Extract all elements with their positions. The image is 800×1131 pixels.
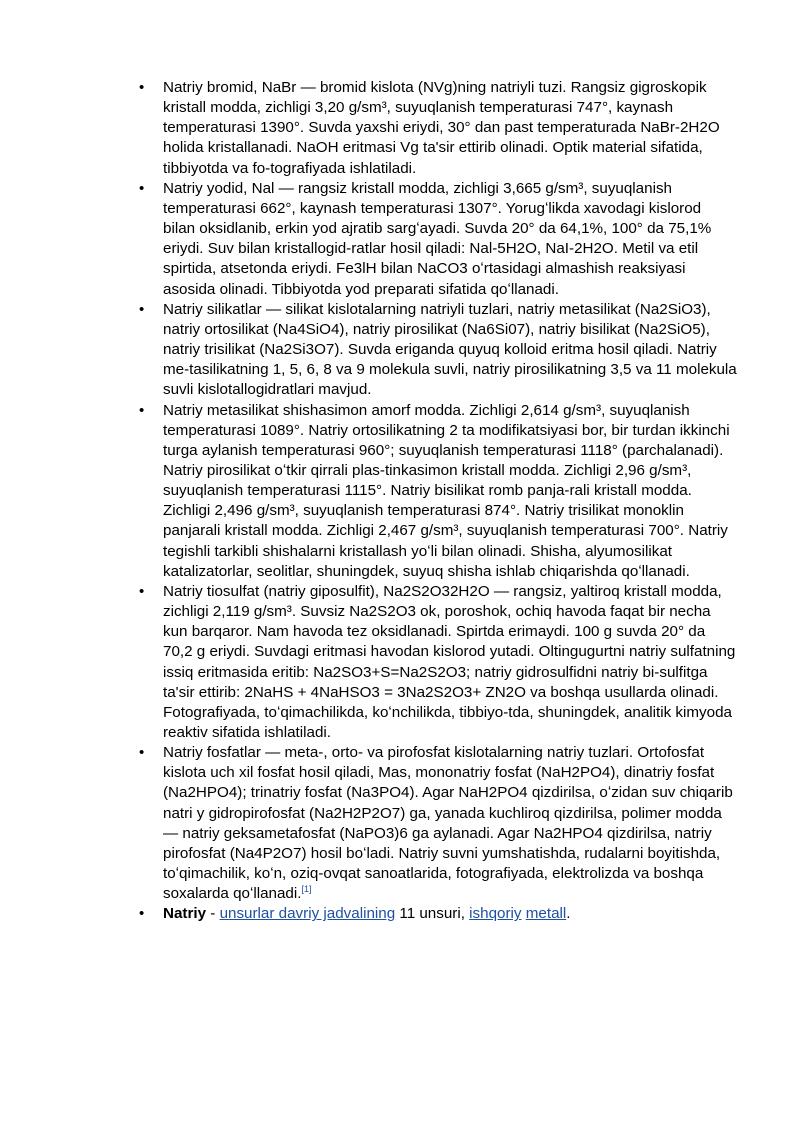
- bullet-marker: •: [139, 79, 145, 96]
- list-item-text: Natriy yodid, Nal — rangsiz kristall modda, zichligi 3,665 g/sm³, suyuqlanish temperaturasi 662°, kaynash temperaturasi 1307°. Yorugʻlikda xavodagi kislorod bilan oksidlanib, erkin yod ajratib sargʻayadi. Suvda 20° da 64,1%, 100° da 75,1% eriydi. Suv bilan kristallogid-ratlar hosil qiladi: Nal-5H2O, NaI-2H2O. Metil va etil spirtida, atsetonda eriydi. Fe3lH bilan NaCO3 oʻrtasidagi almashish reaksiyasi asosida olinadi. Tibbiyotda yod preparati sifatida qoʻllanadi.: [163, 179, 712, 298]
- bullet-marker: •: [139, 582, 145, 600]
- reference-marker: [301, 884, 311, 894]
- reference-link[interactable]: [1]: [301, 884, 312, 895]
- bullet-marker: •: [139, 300, 145, 318]
- bullet-marker: •: [139, 401, 145, 419]
- bullet-marker: •: [139, 744, 145, 762]
- end-text: .: [566, 905, 571, 923]
- alkali-link[interactable]: ishqoriy: [469, 905, 522, 923]
- list-item-text: Natriy tiosulfat (natriy giposulfit), Na2S2O32H2O — rangsiz, yaltiroq kristall modda, zichligi 2,119 g/sm³. Suvsiz Na2S2O3 ok, poroshok, ochiq havoda faqat bir necha kun barqaror. Nam havoda tez oksidlanadi. Spirtda erimaydi. 100 g suvda 20° da 70,2 g eriydi. Suvdagi eritmasi havodan kislorod yutadi. Oltingugurtni natriy sulfatning issiq eritmasida eritib: Na2SO3+S=Na2S2O3; natriy gidrosulfidni natriy bi-sulfitga ta'sir ettirib: 2NaHS + 4NaHSO3 = 3Na2S2O3+ ZN2O va boshqa usullarda olinadi. Fotografiyada, toʻqimachilikda, koʻnchilikda, tibbiyo-tda, shuningdek, analitik kimyoda reaktiv sifatida ishlatiladi.: [163, 582, 736, 741]
- separator-text: -: [206, 905, 220, 923]
- list-item-text: Natriy fosfatlar — meta-, orto- va pirofosfat kislotalarning natriy tuzlari. Ortofosfat kislota uch xil fosfat hosil qiladi, Mas, mononatriy fosfat (NaH2PO4), dinatriy fosfat (Na2HPO4); trinatriy fosfat (Na3PO4). Agar NaH2PO4 qizdirilsa, oʻzidan suv chiqarib natri y gidropirofosfat (Na2H2P2O7) ga, yanada kuchliroq qizdirilsa, polimer modda — natriy geksametafosfat (NaPO3)6 ga aylanadi. Agar Na2HPO4 qizdirilsa, natriy pirofosfat (Na4P2O7) hosil boʻladi. Natriy suvni yumshatishda, rudalarni boyitishda, toʻqimachilik, koʻn, oziq-ovqat sanoatlarida, fotografiyada, elektrolizda va boshqa soxalarda qoʻllanadi.: [163, 744, 733, 903]
- bullet-marker: •: [139, 179, 145, 197]
- list-item: [137, 300, 737, 401]
- list-item: [137, 401, 737, 582]
- periodic-table-link[interactable]: unsurlar davriy jadvalining: [219, 905, 396, 923]
- list-item-text: Natriy metasilikat shishasimon amorf modda. Zichligi 2,614 g/sm³, suyuqlanish temperaturasi 1089°. Natriy ortosilikatning 2 ta modifikatsiyasi bor, bir turdan ikkinchi turga aylanish temperaturasi 960°; suyuqlanish temperaturasi 1118° (parchalanadi). Natriy pirosilikat oʻtkir qirrali plas-tinkasimon kristall modda. Zichligi 2,96 g/sm³, suyuqlanish temperaturasi 1115°. Natriy bisilikat romb panja-rali kristall modda. Zichligi 2,496 g/sm³, suyuqlanish temperaturasi 874°. Natriy trisilikat monoklin panjarali kristall modda. Zichligi 2,467 g/sm³, suyuqlanish temperaturasi 700°. Natriy tegishli tarkibli shishalarni kristallash yoʻli bilan olinadi. Shisha, alyumosilikat katalizatorlar, seolitlar, shuningdek, suyuq shisha ishlab chiqarishda qoʻllanadi.: [163, 401, 730, 580]
- list-item: [137, 179, 737, 300]
- list-item-natriy-summary: [137, 904, 737, 924]
- list-item-text: Natriy bromid, NaBr — bromid kislota (NVg)ning natriyli tuzi. Rangsiz gigroskopik kristall modda, zichligi 3,20 g/sm³, suyuqlanish temperaturasi 747°, kaynash temperaturasi 1390°. Suvda yaxshi eriydi, 30° dan past temperaturada NaBr-2H2O holida kristallanadi. NaOH eritmasi Vg ta'sir ettirib olinadi. Optik material sifatida, tibbiyotda va fo-tografiyada ishlatiladi.: [163, 79, 720, 177]
- metal-link[interactable]: metall: [525, 905, 567, 923]
- bullet-marker: •: [139, 905, 145, 923]
- bullet-list: [137, 78, 737, 925]
- list-item-text: Natriy silikatlar — silikat kislotalarning natriyli tuzlari, natriy metasilikat (Na2SiO3), natriy ortosilikat (Na4SiO4), natriy pirosilikat (Na6Si07), natriy bisilikat (Na2SiO5), natriy trisilikat (Na2Si3O7). Suvda eriganda quyuq kolloid eritma hosil qiladi. Natriy me-tasilikatning 1, 5, 6, 8 va 9 molekula suvli, natriy pirosilikatning 3,5 va 11 molekula suvli kislotallogidratlari mavjud.: [163, 300, 737, 399]
- list-item: [137, 582, 737, 743]
- mid-text: 11 unsuri,: [395, 905, 470, 923]
- term-bold: Natriy: [163, 905, 207, 923]
- list-item: [137, 743, 737, 904]
- list-item: [137, 78, 737, 179]
